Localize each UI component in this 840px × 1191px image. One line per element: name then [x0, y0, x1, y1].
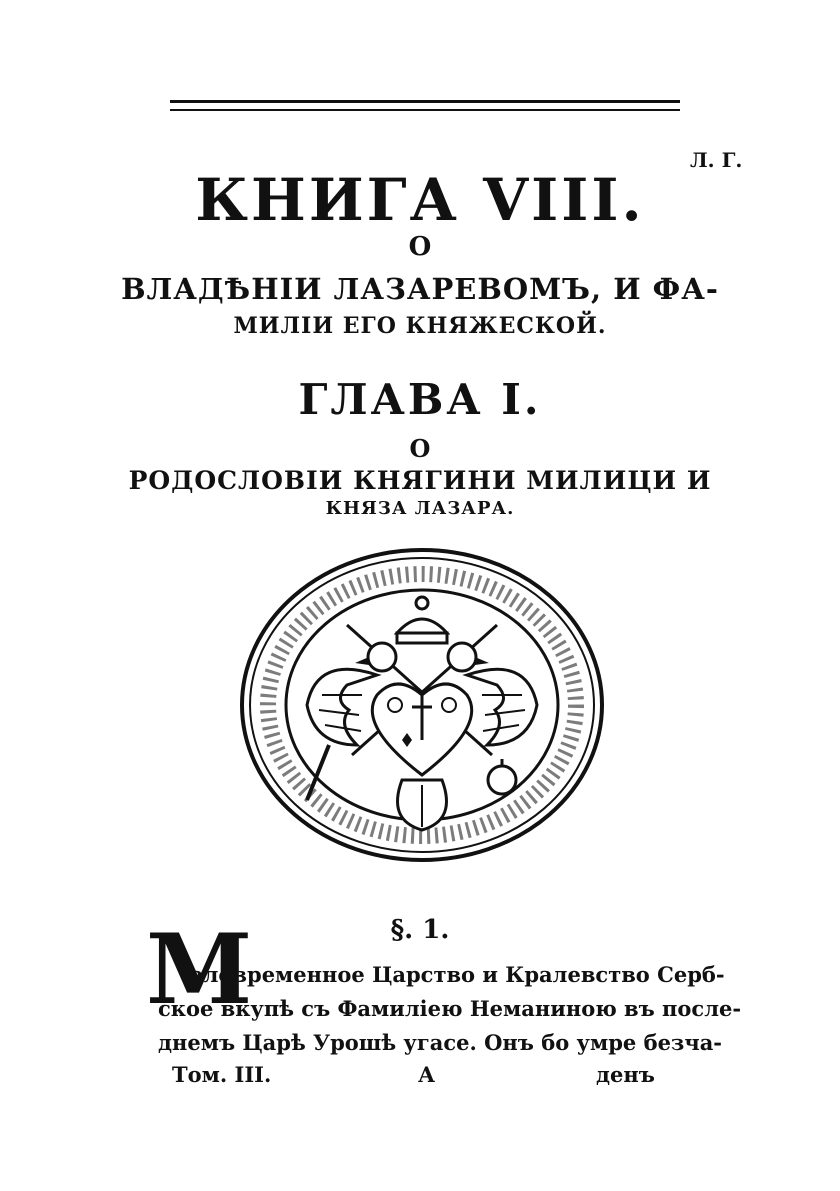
body-line-1: аловременное Царство и Кралевство Серб-: [190, 962, 725, 987]
book-subtitle-line-2: МИЛІИ ЕГО КНЯЖЕСКОЙ.: [233, 313, 607, 339]
chapter-title: ГЛАВА I.: [298, 375, 542, 424]
preposition-o: О: [408, 232, 432, 262]
body-line-3: днемъ Царѣ Урошѣ угасе. Онъ бо умре безча-: [158, 1030, 723, 1055]
signature-letter: А: [418, 1062, 436, 1087]
top-rule: [170, 100, 680, 111]
chapter-subtitle-line-1: РОДОСЛОВІИ КНЯГИНИ МИЛИЦИ И: [128, 466, 712, 495]
volume-label: Том. III.: [172, 1062, 272, 1087]
book-title: КНИГА VIII.: [195, 166, 645, 234]
body-line-2: ское вкупѣ съ Фамиліею Неманиною въ после-: [158, 996, 742, 1021]
drop-capital: М: [146, 913, 253, 1026]
book-subtitle-line-1: ВЛАДѢНІИ ЛАЗАРЕВОМЪ, И ФА-: [121, 272, 719, 306]
signature-mark: Л. Г.: [690, 148, 743, 172]
double-headed-eagle-seal-icon: [237, 545, 607, 865]
chapter-preposition-o: О: [409, 434, 431, 463]
chapter-subtitle-line-2: КНЯЗА ЛАЗАРА.: [325, 498, 515, 519]
catchword: денъ: [596, 1062, 655, 1087]
section-mark: §. 1.: [390, 915, 450, 945]
